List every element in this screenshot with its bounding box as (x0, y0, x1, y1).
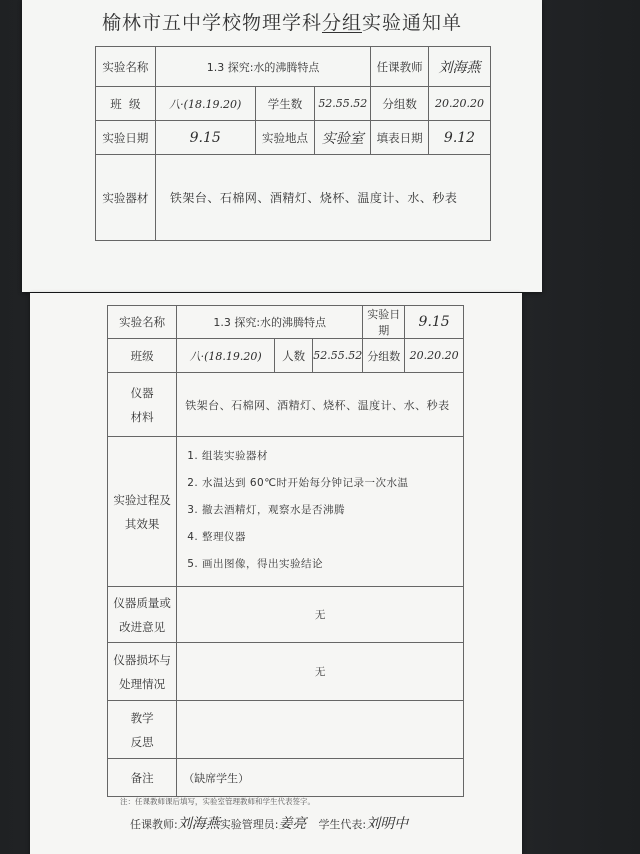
notice-title (22, 8, 542, 35)
label-location: 实验地点 (255, 121, 315, 155)
value-instruments: 铁架台、石棉网、酒精灯、烧杯、温度计、水、秒表 (177, 373, 464, 437)
value-groups: 20.20.20 (429, 87, 491, 121)
sig-admin-label: 实验管理员: (219, 818, 279, 831)
label-remarks: 备注 (108, 759, 177, 797)
title-part: 榆林市五中学校物理学科 (101, 12, 322, 34)
label-class: 班 级 (96, 87, 156, 121)
label-students: 学生数 (255, 87, 315, 121)
record-sheet (30, 293, 522, 854)
notice-sheet (22, 0, 542, 292)
record-table (107, 305, 464, 797)
label-teacher: 任课教师 (371, 47, 429, 87)
label-date: 实验日期 (363, 306, 405, 339)
label-line: 处理情况 (119, 676, 166, 691)
label-line: 实验过程及 (113, 492, 171, 507)
value-date: 9.15 (405, 306, 464, 339)
sig-teacher-label: 任课教师: (130, 818, 178, 831)
label-date: 实验日期 (96, 121, 156, 155)
sig-student-label: 学生代表: (318, 818, 367, 831)
sig-student: 刘明中 (366, 816, 409, 832)
value-quality: 无 (177, 587, 464, 643)
label-groups: 分组数 (363, 339, 405, 373)
step-item: 5. 画出图像，得出实验结论 (187, 558, 324, 570)
value-class: 八·(18.19.20) (177, 339, 275, 373)
label-damage (108, 643, 177, 701)
label-line: 其效果 (124, 516, 160, 531)
signature-row (130, 813, 408, 833)
value-remarks: （缺席学生） (177, 759, 464, 797)
value-students: 52.55.52 (313, 339, 363, 373)
label-experiment-name: 实验名称 (96, 47, 156, 87)
label-line: 教学 (130, 710, 154, 725)
value-process (177, 437, 464, 587)
label-line: 仪器损坏与 (113, 652, 171, 667)
value-experiment-name: 1.3 探究:水的沸腾特点 (155, 47, 370, 87)
label-groups: 分组数 (371, 87, 429, 121)
label-quality (108, 587, 177, 643)
value-students: 52.55.52 (315, 87, 371, 121)
label-students: 人数 (275, 339, 313, 373)
value-teacher: 刘海燕 (429, 47, 491, 87)
label-process (108, 437, 177, 587)
value-damage: 无 (177, 643, 464, 701)
step-item: 2. 水温达到 60℃时开始每分钟记录一次水温 (187, 477, 409, 489)
step-item: 1. 组装实验器材 (187, 450, 269, 462)
label-line: 材料 (130, 409, 154, 424)
step-item: 3. 撤去酒精灯，观察水是否沸腾 (187, 504, 346, 516)
value-class: 八·(18.19.20) (155, 87, 255, 121)
label-line: 仪器质量或 (113, 595, 171, 610)
label-instruments (108, 373, 177, 437)
title-part: 实验通知单 (362, 12, 463, 34)
notice-table (95, 46, 491, 241)
label-fill-date: 填表日期 (371, 121, 429, 155)
label-equipment: 实验器材 (96, 155, 156, 241)
label-experiment-name: 实验名称 (108, 306, 177, 339)
value-reflection (177, 701, 464, 759)
value-location: 实验室 (315, 121, 371, 155)
value-experiment-name: 1.3 探究:水的沸腾特点 (177, 306, 363, 339)
value-date: 9.15 (155, 121, 255, 155)
value-equipment: 铁架台、石棉网、酒精灯、烧杯、温度计、水、秒表 (155, 155, 490, 241)
sig-teacher: 刘海燕 (177, 816, 220, 832)
value-groups: 20.20.20 (405, 339, 464, 373)
step-item: 4. 整理仪器 (187, 531, 247, 543)
label-reflection (108, 701, 177, 759)
label-line: 改进意见 (119, 619, 166, 634)
label-line: 仪器 (130, 385, 154, 400)
sig-admin: 姜亮 (278, 816, 307, 832)
label-line: 反思 (130, 734, 154, 749)
value-fill-date: 9.12 (429, 121, 491, 155)
footnote: 注：任课教师课后填写，实验室管理教师和学生代表签字。 (120, 797, 315, 806)
title-underlined-part: 分组 (321, 12, 362, 34)
label-class: 班级 (108, 339, 177, 373)
